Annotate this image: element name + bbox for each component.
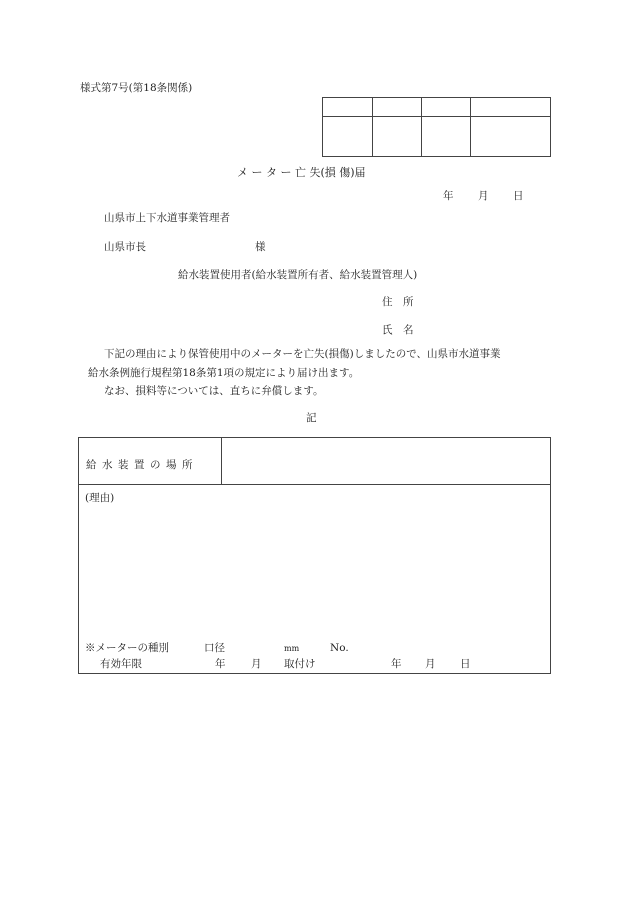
form-number: 様式第7号(第18条関係) — [80, 82, 193, 94]
stamp-cell — [422, 117, 471, 157]
stamp-cell — [373, 117, 422, 157]
date-year-label: 年 — [443, 190, 454, 202]
mm-label: mm — [284, 644, 300, 653]
date-month-label: 月 — [478, 190, 489, 202]
location-label: 給水装置の場所 — [86, 459, 198, 471]
meter-type-label: ※メーターの種別 — [85, 642, 169, 654]
ki-heading: 記 — [306, 412, 317, 424]
body-line-2: 給水条例施行規程第18条第1項の規定により届け出ます。 — [88, 367, 360, 379]
expiry-month-label: 月 — [251, 658, 262, 670]
date-day-label: 日 — [513, 190, 524, 202]
document-title: メ ー タ ー 亡 失(損 傷)届 — [237, 166, 366, 179]
addressee-mayor: 山県市長 — [104, 241, 146, 253]
expiry-label: 有効年限 — [100, 658, 142, 670]
installed-day-label: 日 — [460, 658, 471, 670]
expiry-year-label: 年 — [215, 658, 226, 670]
body-line-3: なお、損料等については、直ちに弁償します。 — [104, 385, 324, 397]
stamp-cell — [471, 98, 551, 117]
number-label: No. — [330, 642, 349, 654]
stamp-cell — [323, 117, 373, 157]
installed-month-label: 月 — [425, 658, 436, 670]
stamp-cell — [323, 98, 373, 117]
diameter-label: 口径 — [204, 642, 225, 654]
location-label-cell — [79, 438, 222, 484]
reason-input-area[interactable] — [79, 508, 550, 638]
stamp-cell — [373, 98, 422, 117]
stamp-cell — [422, 98, 471, 117]
installed-label: 取付け — [284, 658, 316, 670]
address-label: 住 所 — [382, 296, 414, 308]
addressee-manager: 山県市上下水道事業管理者 — [104, 212, 230, 224]
applicant-role: 給水装置使用者(給水装置所有者、給水装置管理人) — [178, 269, 418, 281]
name-label: 氏 名 — [382, 324, 414, 336]
location-row — [79, 438, 550, 485]
body-line-1: 下記の理由により保管使用中のメーターを亡失(損傷)しましたので、山県市水道事業 — [104, 348, 501, 360]
reason-label: (理由) — [85, 492, 115, 504]
stamp-cell — [471, 117, 551, 157]
installed-year-label: 年 — [391, 658, 402, 670]
details-table — [78, 437, 551, 674]
location-input-cell[interactable] — [222, 438, 550, 484]
addressee-honorific: 様 — [255, 241, 266, 253]
approval-stamp-grid — [322, 97, 551, 157]
